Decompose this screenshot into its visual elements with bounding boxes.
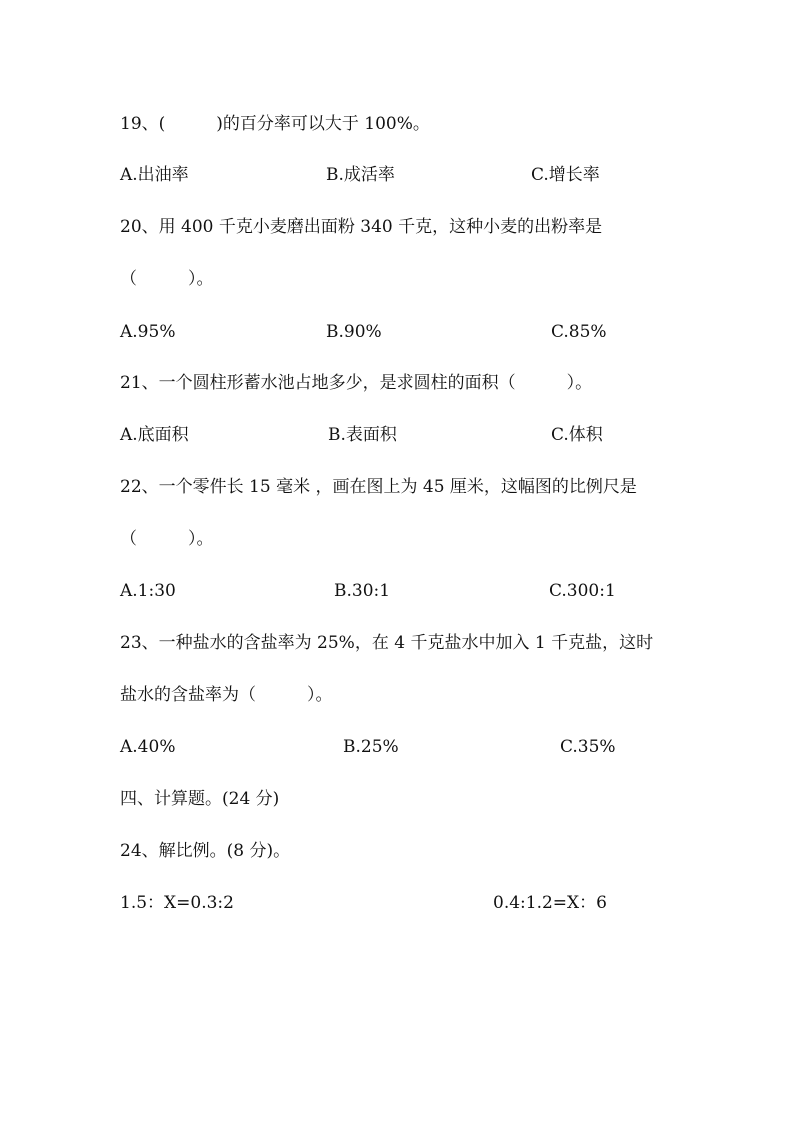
question-23-option-b: B.25% <box>343 737 399 757</box>
question-20-stem-continued: （ ）。 <box>120 269 214 289</box>
question-23-stem: 23、一种盐水的含盐率为 25%，在 4 千克盐水中加入 1 千克盐，这时 <box>120 633 654 653</box>
question-22-option-b: B.30:1 <box>334 581 391 601</box>
question-19-option-b: B.成活率 <box>326 165 395 185</box>
question-22-option-a: A.1:30 <box>120 581 176 601</box>
question-23-stem-continued: 盐水的含盐率为（ ）。 <box>120 685 333 705</box>
question-23-option-c: C.35% <box>560 737 616 757</box>
question-20-option-a: A.95% <box>120 322 176 342</box>
section-4-heading: 四、计算题。(24 分) <box>120 789 280 809</box>
question-22-stem-continued: （ ）。 <box>120 529 214 549</box>
question-24-equation-2: 0.4:1.2=X：6 <box>493 893 607 913</box>
question-19-option-a: A.出油率 <box>120 165 189 185</box>
question-21-stem: 21、一个圆柱形蓄水池占地多少，是求圆柱的面积（ ）。 <box>120 373 593 393</box>
question-21-option-b: B.表面积 <box>328 425 397 445</box>
question-20-stem: 20、用 400 千克小麦磨出面粉 340 千克，这种小麦的出粉率是 <box>120 217 603 237</box>
question-19-stem: 19、( )的百分率可以大于 100%。 <box>120 114 430 134</box>
question-23-option-a: A.40% <box>120 737 176 757</box>
question-20-option-c: C.85% <box>551 322 607 342</box>
question-20-option-b: B.90% <box>326 322 382 342</box>
question-21-option-a: A.底面积 <box>120 425 189 445</box>
question-21-option-c: C.体积 <box>551 425 603 445</box>
question-24-equation-1: 1.5：X=0.3:2 <box>120 893 234 913</box>
question-19-option-c: C.增长率 <box>531 165 600 185</box>
question-24-stem: 24、解比例。(8 分)。 <box>120 841 291 861</box>
question-22-stem: 22、一个零件长 15 毫米 ，画在图上为 45 厘米，这幅图的比例尺是 <box>120 477 637 497</box>
question-22-option-c: C.300:1 <box>549 581 616 601</box>
